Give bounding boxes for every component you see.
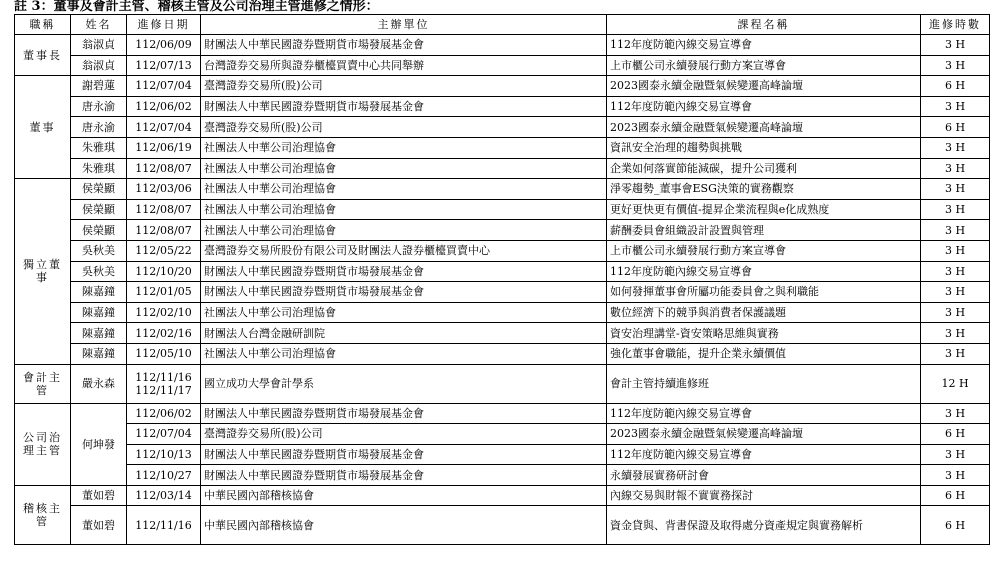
table-row bbox=[15, 35, 990, 56]
table-row bbox=[15, 137, 990, 158]
table-row bbox=[15, 179, 990, 200]
date-cell: 112/05/22 bbox=[127, 240, 201, 261]
table-body bbox=[15, 35, 990, 545]
course-cell: 112年度防範內線交易宣導會 bbox=[607, 96, 921, 117]
course-cell: 資訊安全治理的趨勢與挑戰 bbox=[607, 137, 921, 158]
table-row bbox=[15, 302, 990, 323]
date-cell: 112/08/07 bbox=[127, 220, 201, 241]
organizer-cell: 台灣證券交易所與證券櫃檯買賣中心共同舉辦 bbox=[201, 55, 607, 76]
name-cell: 吳秋美 bbox=[71, 261, 127, 282]
name-cell: 董如碧 bbox=[71, 506, 127, 545]
name-cell: 陳嘉鐘 bbox=[71, 302, 127, 323]
course-cell: 永續發展實務研討會 bbox=[607, 465, 921, 486]
name-cell: 陳嘉鐘 bbox=[71, 343, 127, 364]
name-cell: 翁淑貞 bbox=[71, 55, 127, 76]
course-cell: 上市櫃公司永續發展行動方案宣導會 bbox=[607, 55, 921, 76]
table-row bbox=[15, 96, 990, 117]
hours-cell: 3 H bbox=[921, 302, 990, 323]
name-cell: 侯榮顯 bbox=[71, 220, 127, 241]
course-cell: 會計主管持續進修班 bbox=[607, 364, 921, 403]
name-cell: 何坤發 bbox=[71, 403, 127, 485]
header-date: 進修日期 bbox=[127, 15, 201, 35]
name-cell: 嚴永森 bbox=[71, 364, 127, 403]
name-cell: 侯榮顯 bbox=[71, 179, 127, 200]
organizer-cell: 財團法人中華民國證券暨期貨市場發展基金會 bbox=[201, 282, 607, 303]
hours-cell: 6 H bbox=[921, 485, 990, 506]
organizer-cell: 財團法人中華民國證券暨期貨市場發展基金會 bbox=[201, 444, 607, 465]
name-cell: 朱雅琪 bbox=[71, 158, 127, 179]
organizer-cell: 臺灣證券交易所股份有限公司及財團法人證券櫃檯買賣中心 bbox=[201, 240, 607, 261]
table-caption: 註 3：董事及會計主管、稽核主管及公司治理主管進修之情形： bbox=[14, 0, 379, 14]
table-row bbox=[15, 343, 990, 364]
header-hours: 進修時數 bbox=[921, 15, 990, 35]
date-cell: 112/07/04 bbox=[127, 76, 201, 97]
hours-cell: 6 H bbox=[921, 76, 990, 97]
date-cell: 112/06/02 bbox=[127, 96, 201, 117]
name-cell: 陳嘉鐘 bbox=[71, 323, 127, 344]
name-cell: 侯榮顯 bbox=[71, 199, 127, 220]
date-cell: 112/08/07 bbox=[127, 158, 201, 179]
date-cell: 112/05/10 bbox=[127, 343, 201, 364]
date-cell: 112/07/04 bbox=[127, 424, 201, 445]
course-cell: 更好更快更有價值-提昇企業流程與e化成熟度 bbox=[607, 199, 921, 220]
table-row bbox=[15, 55, 990, 76]
hours-cell: 3 H bbox=[921, 179, 990, 200]
header-row bbox=[15, 15, 990, 35]
organizer-cell: 社團法人中華公司治理協會 bbox=[201, 302, 607, 323]
hours-cell: 3 H bbox=[921, 55, 990, 76]
header-title: 職稱 bbox=[15, 15, 71, 35]
date-cell: 112/08/07 bbox=[127, 199, 201, 220]
table-row bbox=[15, 240, 990, 261]
hours-cell: 6 H bbox=[921, 117, 990, 138]
hours-cell: 3 H bbox=[921, 35, 990, 56]
date-cell: 112/02/10 bbox=[127, 302, 201, 323]
table-row bbox=[15, 444, 990, 465]
table-row bbox=[15, 76, 990, 97]
table-row bbox=[15, 465, 990, 486]
organizer-cell: 臺灣證券交易所(股)公司 bbox=[201, 117, 607, 138]
date-start: 112/11/16 bbox=[135, 370, 192, 384]
table-row bbox=[15, 158, 990, 179]
date-cell: 112/02/16 bbox=[127, 323, 201, 344]
course-cell: 企業如何落實節能減碳，提升公司獲利 bbox=[607, 158, 921, 179]
role-cell: 稽核主管 bbox=[15, 485, 71, 545]
organizer-cell: 社團法人中華公司治理協會 bbox=[201, 220, 607, 241]
course-cell: 112年度防範內線交易宣導會 bbox=[607, 261, 921, 282]
organizer-cell: 財團法人中華民國證券暨期貨市場發展基金會 bbox=[201, 96, 607, 117]
date-end: 112/11/17 bbox=[135, 383, 192, 397]
hours-cell: 3 H bbox=[921, 403, 990, 424]
date-cell: 112/10/13 bbox=[127, 444, 201, 465]
table-row bbox=[15, 282, 990, 303]
course-cell: 如何發揮董事會所屬功能委員會之與利職能 bbox=[607, 282, 921, 303]
organizer-cell: 國立成功大學會計學系 bbox=[201, 364, 607, 403]
date-cell: 112/07/04 bbox=[127, 117, 201, 138]
course-cell: 2023國泰永續金融暨氣候變遷高峰論壇 bbox=[607, 424, 921, 445]
course-cell: 強化董事會職能，提升企業永續價值 bbox=[607, 343, 921, 364]
name-cell: 翁淑貞 bbox=[71, 35, 127, 56]
role-cell: 會計主管 bbox=[15, 364, 71, 403]
course-cell: 淨零趨勢_董事會ESG決策的實務觀察 bbox=[607, 179, 921, 200]
organizer-cell: 財團法人中華民國證券暨期貨市場發展基金會 bbox=[201, 261, 607, 282]
hours-cell: 6 H bbox=[921, 424, 990, 445]
table-row bbox=[15, 364, 990, 403]
course-cell: 薪酬委員會組織設計設置與管理 bbox=[607, 220, 921, 241]
organizer-cell: 中華民國內部稽核協會 bbox=[201, 506, 607, 545]
table-row bbox=[15, 261, 990, 282]
name-cell: 吳秋美 bbox=[71, 240, 127, 261]
table-row bbox=[15, 117, 990, 138]
hours-cell: 6 H bbox=[921, 506, 990, 545]
table-row bbox=[15, 220, 990, 241]
name-cell: 董如碧 bbox=[71, 485, 127, 506]
header-course: 課程名稱 bbox=[607, 15, 921, 35]
hours-cell: 3 H bbox=[921, 282, 990, 303]
name-cell: 唐永渝 bbox=[71, 96, 127, 117]
training-table bbox=[14, 14, 990, 545]
name-cell: 朱雅琪 bbox=[71, 137, 127, 158]
hours-cell: 3 H bbox=[921, 199, 990, 220]
organizer-cell: 社團法人中華公司治理協會 bbox=[201, 199, 607, 220]
date-cell: 112/06/09 bbox=[127, 35, 201, 56]
date-cell: 112/07/13 bbox=[127, 55, 201, 76]
organizer-cell: 中華民國內部稽核協會 bbox=[201, 485, 607, 506]
organizer-cell: 臺灣證券交易所(股)公司 bbox=[201, 424, 607, 445]
course-cell: 112年度防範內線交易宣導會 bbox=[607, 35, 921, 56]
date-cell: 112/10/20 bbox=[127, 261, 201, 282]
hours-cell: 3 H bbox=[921, 158, 990, 179]
date-cell: 112/06/02 bbox=[127, 403, 201, 424]
name-cell: 唐永渝 bbox=[71, 117, 127, 138]
date-cell bbox=[127, 364, 201, 403]
course-cell: 112年度防範內線交易宣導會 bbox=[607, 403, 921, 424]
table-row bbox=[15, 323, 990, 344]
course-cell: 數位經濟下的競爭與消費者保護議題 bbox=[607, 302, 921, 323]
organizer-cell: 財團法人中華民國證券暨期貨市場發展基金會 bbox=[201, 35, 607, 56]
organizer-cell: 社團法人中華公司治理協會 bbox=[201, 343, 607, 364]
role-cell: 獨立董事 bbox=[15, 179, 71, 364]
hours-cell: 3 H bbox=[921, 444, 990, 465]
date-cell: 112/10/27 bbox=[127, 465, 201, 486]
date-cell: 112/06/19 bbox=[127, 137, 201, 158]
date-cell: 112/11/16 bbox=[127, 506, 201, 545]
organizer-cell: 財團法人中華民國證券暨期貨市場發展基金會 bbox=[201, 403, 607, 424]
organizer-cell: 社團法人中華公司治理協會 bbox=[201, 179, 607, 200]
table-row bbox=[15, 506, 990, 545]
course-cell: 資金貸與、背書保證及取得處分資產規定與實務解析 bbox=[607, 506, 921, 545]
header-name: 姓名 bbox=[71, 15, 127, 35]
table-row bbox=[15, 199, 990, 220]
organizer-cell: 社團法人中華公司治理協會 bbox=[201, 137, 607, 158]
organizer-cell: 臺灣證券交易所(股)公司 bbox=[201, 76, 607, 97]
table-row bbox=[15, 424, 990, 445]
course-cell: 2023國泰永續金融暨氣候變遷高峰論壇 bbox=[607, 76, 921, 97]
hours-cell: 12 H bbox=[921, 364, 990, 403]
table-row bbox=[15, 485, 990, 506]
name-cell: 謝碧蓮 bbox=[71, 76, 127, 97]
course-cell: 2023國泰永續金融暨氣候變遷高峰論壇 bbox=[607, 117, 921, 138]
date-cell: 112/01/05 bbox=[127, 282, 201, 303]
hours-cell: 3 H bbox=[921, 220, 990, 241]
hours-cell: 3 H bbox=[921, 240, 990, 261]
course-cell: 資安治理講堂-資安策略思維與實務 bbox=[607, 323, 921, 344]
hours-cell: 3 H bbox=[921, 261, 990, 282]
hours-cell: 3 H bbox=[921, 137, 990, 158]
hours-cell: 3 H bbox=[921, 96, 990, 117]
course-cell: 112年度防範內線交易宣導會 bbox=[607, 444, 921, 465]
organizer-cell: 財團法人台灣金融研訓院 bbox=[201, 323, 607, 344]
course-cell: 上市櫃公司永續發展行動方案宣導會 bbox=[607, 240, 921, 261]
role-cell: 董事 bbox=[15, 76, 71, 179]
hours-cell: 3 H bbox=[921, 323, 990, 344]
name-cell: 陳嘉鐘 bbox=[71, 282, 127, 303]
course-cell: 內線交易與財報不實實務探討 bbox=[607, 485, 921, 506]
organizer-cell: 財團法人中華民國證券暨期貨市場發展基金會 bbox=[201, 465, 607, 486]
hours-cell: 3 H bbox=[921, 343, 990, 364]
hours-cell: 3 H bbox=[921, 465, 990, 486]
date-cell: 112/03/06 bbox=[127, 179, 201, 200]
table-row bbox=[15, 403, 990, 424]
role-cell: 公司治理主管 bbox=[15, 403, 71, 485]
organizer-cell: 社團法人中華公司治理協會 bbox=[201, 158, 607, 179]
role-cell: 董事長 bbox=[15, 35, 71, 76]
header-organizer: 主辦單位 bbox=[201, 15, 607, 35]
date-cell: 112/03/14 bbox=[127, 485, 201, 506]
